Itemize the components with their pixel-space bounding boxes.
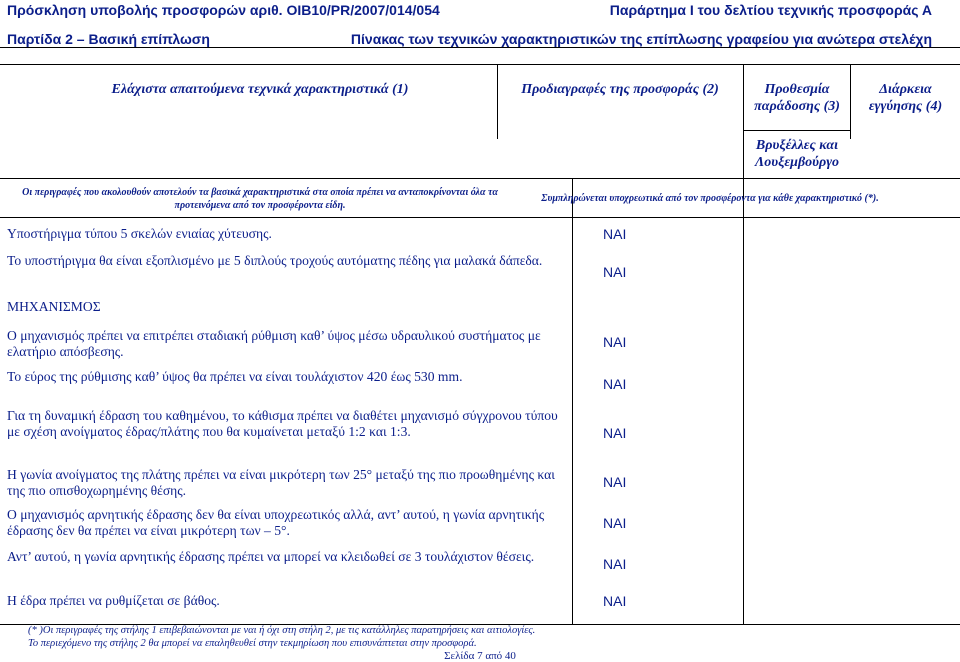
answer-yes: ΝΑΙ bbox=[603, 264, 627, 280]
answer-yes: ΝΑΙ bbox=[603, 226, 627, 242]
requirement-row: Η έδρα πρέπει να ρυθμίζεται σε βάθος. bbox=[7, 593, 220, 608]
column-heading-delivery-deadline: Προθεσμία παράδοσης (3) bbox=[754, 82, 840, 114]
page-number: Σελίδα 7 από 40 bbox=[444, 650, 516, 662]
requirement-row: Υποστήριγμα τύπου 5 σκελών ενιαίας χύτευσης. bbox=[7, 226, 272, 241]
table-title: Πίνακας των τεχνικών χαρακτηριστικών της επίπλωσης γραφείου για ανώτερα στελέχη bbox=[350, 31, 932, 47]
requirements-note: Οι περιγραφές που ακολουθούν αποτελούν τα βασικά χαρακτηριστικά στα οποία πρέπει να ανταποκρίνονται όλα τα προτεινόμενα από τον προσφέροντα είδη. bbox=[22, 187, 498, 211]
offer-note: Συμπληρώνεται υποχρεωτικά από τον προσφέροντα για κάθε χαρακτηριστικό (*). bbox=[541, 193, 879, 204]
footnote-2: Το περιεχόμενο της στήλης 2 θα μπορεί να επαληθευθεί στην τεκμηρίωση που επισυνάπτεται στην προσφορά. bbox=[28, 638, 477, 649]
requirement-row: Αντ’ αυτού, η γωνία αρνητικής έδρασης πρέπει να μπορεί να κλειδωθεί σε 3 τουλάχιστον θέσεις. bbox=[7, 549, 535, 564]
table-top-border bbox=[0, 64, 960, 65]
header-rule bbox=[0, 47, 960, 48]
requirement-row: Για τη δυναμική έδραση του καθημένου, το κάθισμα πρέπει να διαθέτει μηχανισμό σύγχρονου τύπου με σχέση ανοίγματος έδρας/πλάτης που θα κυμαίνεται μεταξύ 1:2 και 1:3. bbox=[7, 408, 558, 439]
column-divider-1 bbox=[497, 64, 498, 139]
annex-title: Παράρτημα Ι του δελτίου τεχνικής προσφοράς Α bbox=[609, 2, 932, 18]
column-divider-2 bbox=[743, 64, 744, 624]
column-divider-3 bbox=[850, 64, 851, 139]
answer-yes: ΝΑΙ bbox=[603, 376, 627, 392]
tender-reference: Πρόσκληση υποβολής προσφορών αριθ. OIB10/PR/2007/014/054 bbox=[7, 2, 440, 18]
answer-column-divider bbox=[572, 178, 573, 624]
requirement-row: Το εύρος της ρύθμισης καθ’ ύψος θα πρέπει να είναι τουλάχιστον 420 έως 530 mm. bbox=[7, 369, 463, 384]
answer-yes: ΝΑΙ bbox=[603, 474, 627, 490]
answer-yes: ΝΑΙ bbox=[603, 425, 627, 441]
table-subheader-border bbox=[0, 178, 960, 179]
answer-yes: ΝΑΙ bbox=[603, 556, 627, 572]
header-line-1 bbox=[0, 0, 960, 20]
header-line-2 bbox=[0, 29, 960, 49]
answer-yes: ΝΑΙ bbox=[603, 593, 627, 609]
section-heading-mechanism: ΜΗΧΑΝΙΣΜΟΣ bbox=[7, 299, 101, 314]
requirement-row: Η γωνία ανοίγματος της πλάτης πρέπει να είναι μικρότερη των 25° μεταξύ της πιο προωθημένης και της πιο οπισθοχωρημένης θέσης. bbox=[7, 467, 555, 498]
requirement-row: Ο μηχανισμός πρέπει να επιτρέπει σταδιακή ρύθμιση καθ’ ύψος μέσω υδραυλικού συστήματος με ελατήριο απόσβεσης. bbox=[7, 328, 541, 359]
answer-yes: ΝΑΙ bbox=[603, 515, 627, 531]
delivery-location: Βρυξέλλες και Λουξεμβούργο bbox=[754, 138, 840, 170]
footnote-1: (* )Οι περιγραφές της στήλης 1 επιβεβαιώνονται με ναι ή όχι στη στήλη 2, με τις κατάλληλες παρατηρήσεις και αιτιολογίες. bbox=[28, 625, 536, 636]
column-heading-requirements: Ελάχιστα απαιτούμενα τεχνικά χαρακτηριστικά (1) bbox=[111, 82, 409, 97]
column-heading-offer-specs: Προδιαγραφές της προσφοράς (2) bbox=[521, 82, 719, 97]
requirement-row: Ο μηχανισμός αρνητικής έδρασης δεν θα είναι υποχρεωτικός αλλά, αντ’ αυτού, η γωνία αρνητικής έδρασης δεν θα πρέπει να είναι μικρότερη των – 5°. bbox=[7, 507, 545, 538]
table-body-border bbox=[0, 217, 960, 218]
requirement-row: Το υποστήριγμα θα είναι εξοπλισμένο με 5 διπλούς τροχούς αυτόματης πέδης για μαλακά δάπεδα. bbox=[7, 253, 543, 268]
lot-title: Παρτίδα 2 – Βασική επίπλωση bbox=[7, 31, 210, 47]
location-divider bbox=[743, 130, 850, 131]
column-heading-warranty: Διάρκεια εγγύησης (4) bbox=[868, 82, 943, 114]
answer-yes: ΝΑΙ bbox=[603, 334, 627, 350]
